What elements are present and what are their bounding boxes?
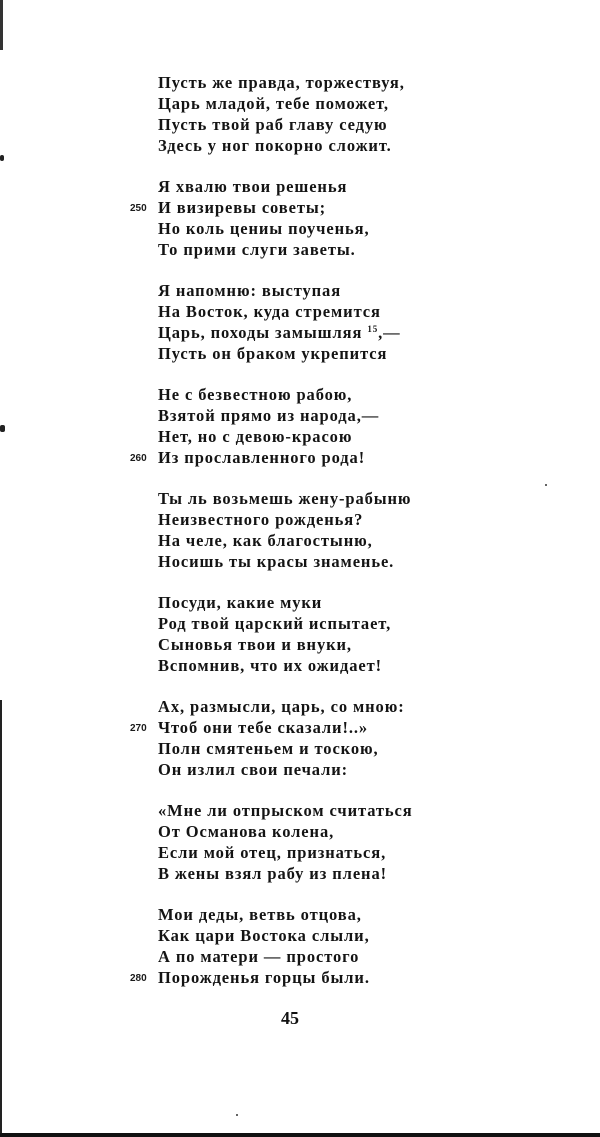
verse-text: Пусть твой раб главу седую	[158, 115, 388, 134]
page-number: 45	[281, 1008, 299, 1028]
verse-text: Посуди, какие муки	[158, 593, 323, 612]
stanza-8	[158, 800, 498, 884]
verse-text: Порожденья горцы были.	[158, 968, 370, 987]
scan-blot	[0, 425, 5, 432]
verse-line	[158, 218, 498, 239]
verse-line	[158, 634, 498, 655]
verse-text: Носишь ты красы знаменье.	[158, 552, 395, 571]
verse-text: Мои деды, ветвь отцова,	[158, 905, 362, 924]
verse-line	[158, 426, 498, 447]
verse-line	[158, 842, 498, 863]
verse-line	[158, 655, 498, 676]
scan-left-border	[0, 700, 2, 1137]
verse-line	[158, 114, 498, 135]
verse-line	[158, 301, 498, 322]
verse-line	[158, 904, 498, 925]
scan-edge-mark	[0, 0, 3, 50]
verse-line	[130, 447, 498, 468]
footnote-marker: 15	[367, 324, 379, 334]
verse-line	[158, 343, 498, 364]
verse-text: В жены взял рабу из плена!	[158, 864, 387, 883]
line-number: 280	[130, 973, 147, 984]
verse-line	[158, 759, 498, 780]
verse-text: Ах, размысли, царь, со мною:	[158, 697, 405, 716]
verse-text: Он излил свои печали:	[158, 760, 349, 779]
verse-line	[158, 176, 498, 197]
verse-text: Пусть он браком укрепится	[158, 344, 388, 363]
verse-line	[158, 280, 498, 301]
verse-punctuation: ,—	[378, 323, 401, 342]
verse-text: На челе, как благостыню,	[158, 531, 373, 550]
verse-text: Я хвалю твои решенья	[158, 177, 348, 196]
verse-line	[158, 821, 498, 842]
verse-text: Царь младой, тебе поможет,	[158, 94, 389, 113]
verse-line	[158, 551, 498, 572]
verse-text: Сыновья твои и внуки,	[158, 635, 352, 654]
verse-text: Взятой прямо из народа,—	[158, 406, 380, 425]
line-number: 260	[130, 453, 147, 464]
verse-line	[158, 72, 498, 93]
verse-text: Пусть же правда, торжествуя,	[158, 73, 405, 92]
verse-line	[158, 135, 498, 156]
verse-text: На Восток, куда стремится	[158, 302, 381, 321]
verse-text: Нет, но с девою-красою	[158, 427, 353, 446]
verse-text: Род твой царский испытает,	[158, 614, 392, 633]
verse-text: Здесь у ног покорно сложит.	[158, 136, 392, 155]
stanza-3	[158, 280, 498, 364]
verse-line	[158, 405, 498, 426]
verse-text: Не с безвестною рабою,	[158, 385, 353, 404]
verse-text: Как цари Востока слыли,	[158, 926, 370, 945]
scan-speck	[545, 484, 547, 486]
verse-text: Вспомнив, что их ожидает!	[158, 656, 382, 675]
verse-line	[158, 863, 498, 884]
stanza-7	[130, 696, 498, 780]
verse-line	[158, 946, 498, 967]
verse-line	[158, 322, 498, 343]
line-number: 250	[130, 203, 147, 214]
verse-text: Из прославленного рода!	[158, 448, 366, 467]
verse-text: Чтоб они тебе сказали!..»	[158, 718, 369, 737]
verse-line	[158, 613, 498, 634]
verse-line	[130, 717, 498, 738]
verse-text: И визиревы советы;	[158, 198, 327, 217]
verse-text: Я напомню: выступая	[158, 281, 342, 300]
verse-line	[158, 800, 498, 821]
verse-text: Ты ль возьмешь жену-рабыню	[158, 489, 412, 508]
stanza-9	[130, 904, 498, 988]
verse-line	[158, 696, 498, 717]
stanza-4	[130, 384, 498, 468]
stanza-2	[130, 176, 498, 260]
verse-text: От Османова колена,	[158, 822, 335, 841]
verse-text: Если мой отец, признаться,	[158, 843, 387, 862]
verse-text: А по матери — простого	[158, 947, 360, 966]
verse-line	[158, 592, 498, 613]
verse-line	[158, 384, 498, 405]
verse-text: Неизвестного рожденья?	[158, 510, 364, 529]
verse-line	[158, 530, 498, 551]
verse-text: Но коль цениы поученья,	[158, 219, 370, 238]
verse-line	[158, 93, 498, 114]
scan-blot	[0, 155, 4, 161]
stanza-6	[158, 592, 498, 676]
verse-line	[158, 925, 498, 946]
verse-text: То прими слуги заветы.	[158, 240, 356, 259]
verse-line	[130, 967, 498, 988]
verse-text: Царь, походы замышляя	[158, 323, 363, 342]
verse-line	[158, 738, 498, 759]
verse-line	[158, 488, 498, 509]
scan-speck	[236, 1114, 238, 1116]
verse-line	[158, 239, 498, 260]
poem-text	[130, 72, 498, 1008]
verse-text: «Мне ли отпрыском считаться	[158, 801, 413, 820]
line-number: 270	[130, 723, 147, 734]
scan-bottom-border	[0, 1133, 600, 1137]
stanza-1	[158, 72, 498, 156]
stanza-5	[158, 488, 498, 572]
verse-line	[158, 509, 498, 530]
verse-line	[130, 197, 498, 218]
verse-text: Полн смятеньем и тоскою,	[158, 739, 379, 758]
